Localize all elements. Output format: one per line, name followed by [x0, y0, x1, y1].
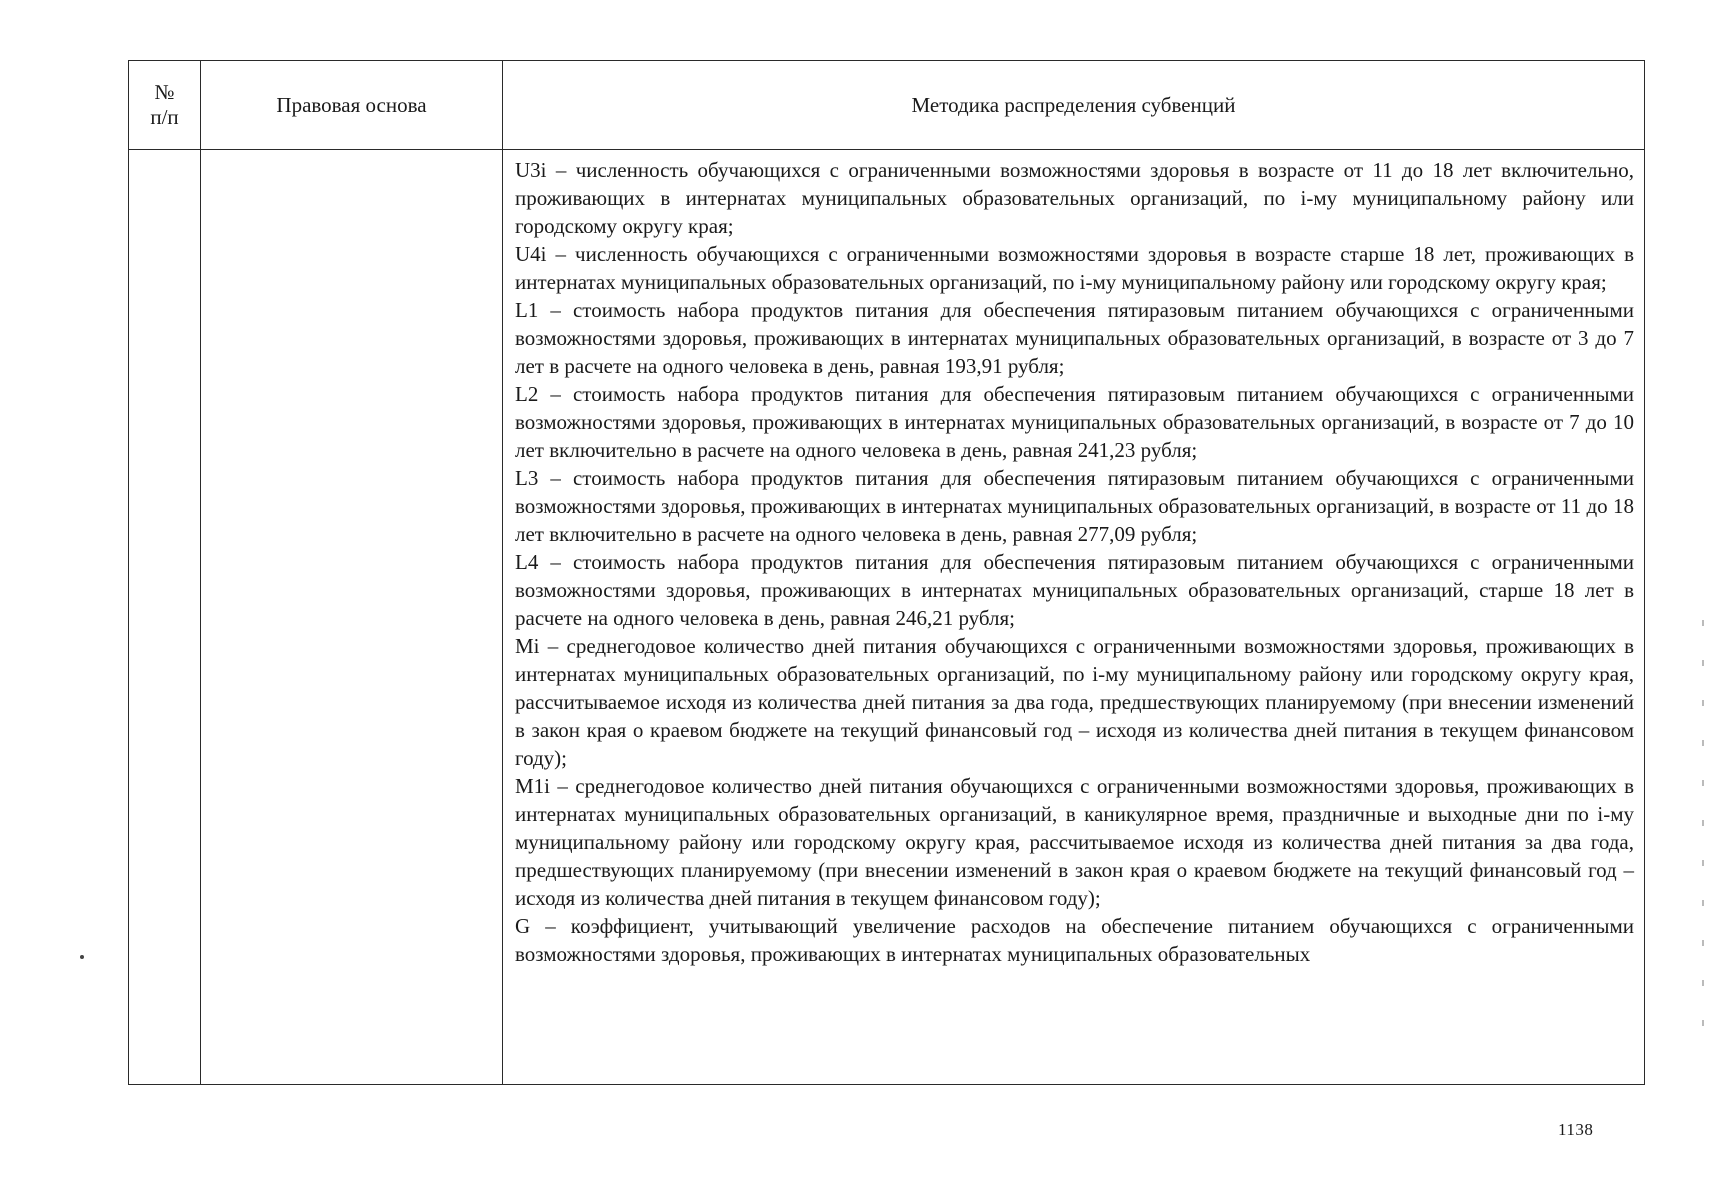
cell-legal-basis [201, 150, 503, 1085]
header-methodology: Методика распределения субвенций [503, 61, 1645, 150]
paragraph-u4i: U4i – численность обучающихся с ограниченными возможностями здоровья в возрасте старше 18 лет, проживающих в интернатах муниципальных образовательных организаций, по i-му муниципальному району или городскому округу края; [515, 242, 1634, 294]
paragraph-g: G – коэффициент, учитывающий увеличение расходов на обеспечение питанием обучающихся с ограниченными возможностями здоровья, проживающих в интернатах муниципальных образовательных [515, 914, 1634, 966]
cell-number [129, 150, 201, 1085]
cell-methodology [503, 150, 1645, 1085]
scan-edge-marks [1702, 620, 1704, 1060]
table-header-row [129, 61, 1645, 150]
paragraph-l4: L4 – стоимость набора продуктов питания для обеспечения пятиразовым питанием обучающихся с ограниченными возможностями здоровья, проживающих в интернатах муниципальных образовательных организаций, старше 18 лет в расчете на одного человека в день, равная 246,21 рубля; [515, 550, 1634, 630]
header-legal-basis: Правовая основа [201, 61, 503, 150]
methodology-table [128, 60, 1645, 1085]
paragraph-m1i: M1i – среднегодовое количество дней питания обучающихся с ограниченными возможностями здоровья, проживающих в интернатах муниципальных образовательных организаций, в каникулярное время, праздничные и выходные дни по i-му муниципальному району или городскому округу края, рассчитываемое исходя из количества дней питания за два года, предшествующих планируемому (при внесении изменений в закон края о краевом бюджете на текущий финансовый год – исходя из количества дней питания в текущем финансовом году); [515, 774, 1634, 910]
paragraph-l1: L1 – стоимость набора продуктов питания для обеспечения пятиразовым питанием обучающихся с ограниченными возможностями здоровья, проживающих в интернатах муниципальных образовательных организаций, в возрасте от 3 до 7 лет в расчете на одного человека в день, равная 193,91 рубля; [515, 298, 1634, 378]
scan-artifact-dot [80, 955, 84, 959]
page-number: 1138 [1558, 1120, 1594, 1139]
paragraph-mi: Mi – среднегодовое количество дней питания обучающихся с ограниченными возможностями здоровья, проживающих в интернатах муниципальных образовательных организаций, по i-му муниципальному району или городскому округу края, рассчитываемое исходя из количества дней питания за два года, предшествующих планируемому (при внесении изменений в закон края о краевом бюджете на текущий финансовый год – исходя из количества дней питания в текущем финансовом году); [515, 634, 1634, 770]
header-number [129, 61, 201, 150]
table-row [129, 150, 1645, 1085]
paragraph-l3: L3 – стоимость набора продуктов питания для обеспечения пятиразовым питанием обучающихся с ограниченными возможностями здоровья, проживающих в интернатах муниципальных образовательных организаций, в возрасте от 11 до 18 лет включительно в расчете на одного человека в день, равная 277,09 рубля; [515, 466, 1634, 546]
paragraph-l2: L2 – стоимость набора продуктов питания для обеспечения пятиразовым питанием обучающихся с ограниченными возможностями здоровья, проживающих в интернатах муниципальных образовательных организаций, в возрасте от 7 до 10 лет включительно в расчете на одного человека в день, равная 241,23 рубля; [515, 382, 1634, 462]
paragraph-u3i: U3i – численность обучающихся с ограниченными возможностями здоровья в возрасте от 11 до 18 лет включительно, проживающих в интернатах муниципальных образовательных организаций, по i-му муниципальному району или городскому округу края; [515, 158, 1634, 238]
header-number-symbol: № [154, 80, 175, 104]
header-number-abbrev: п/п [150, 105, 179, 129]
